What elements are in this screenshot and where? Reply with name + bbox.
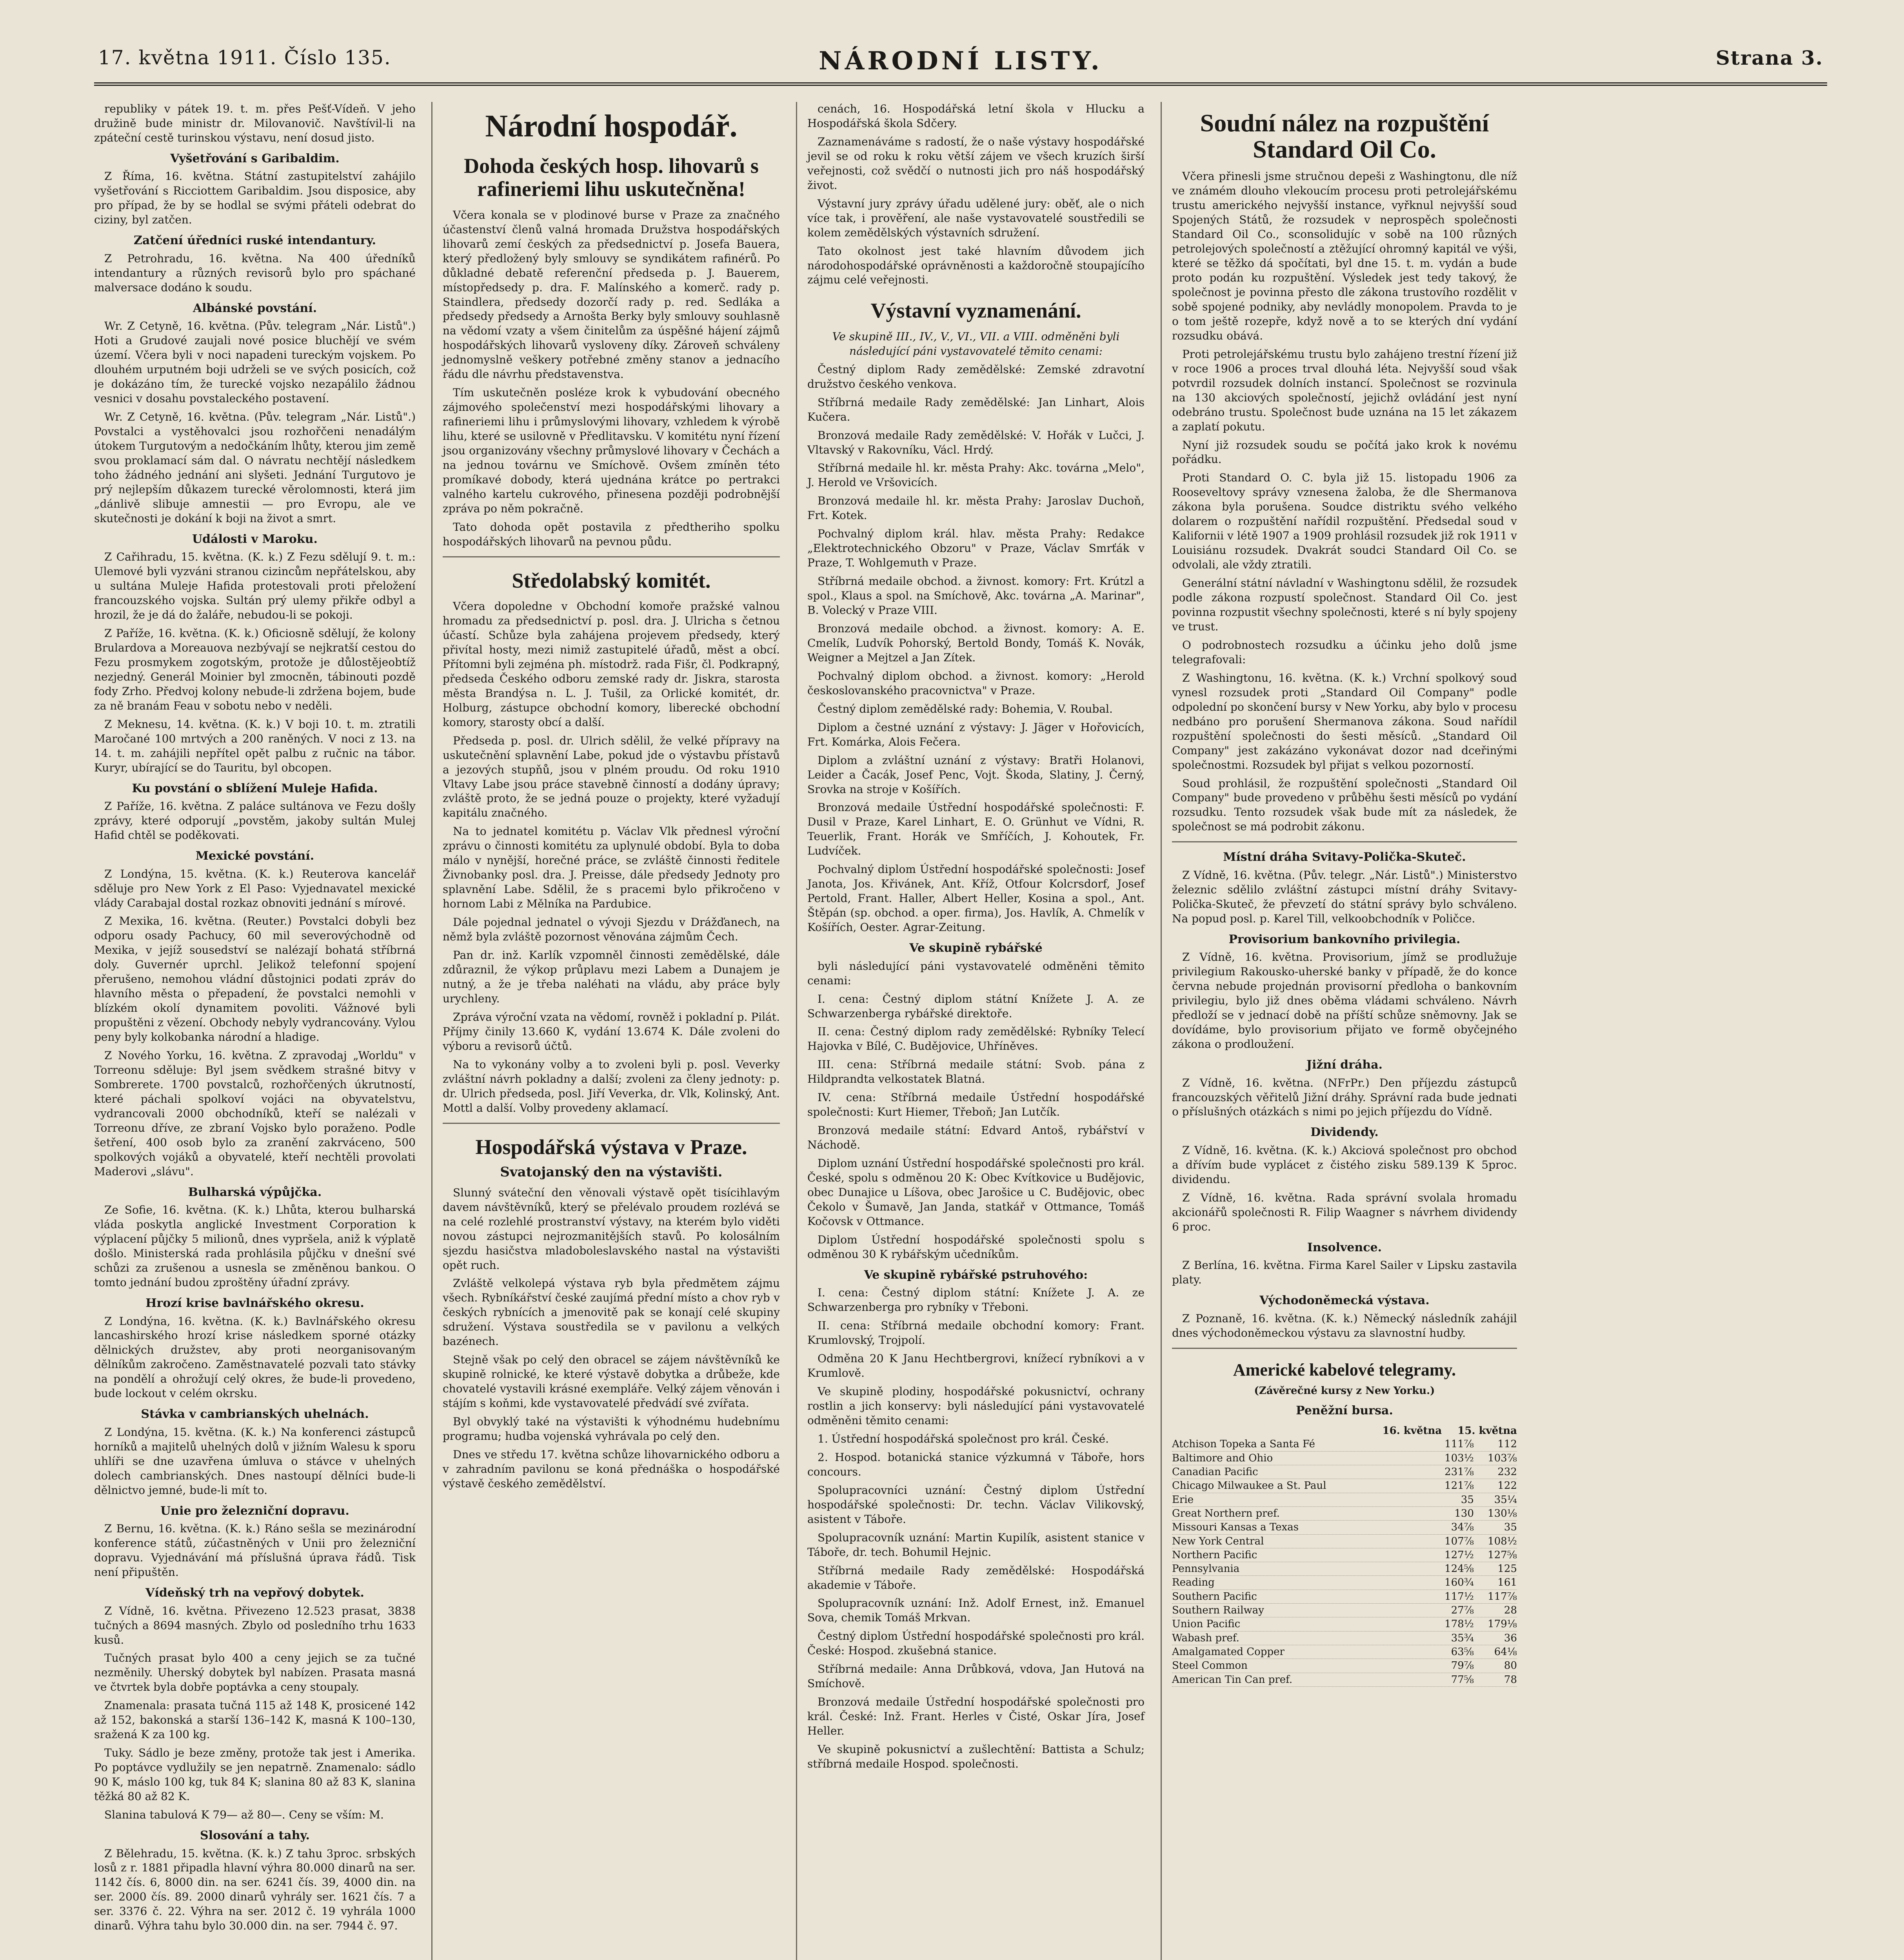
paragraph: I. cena: Čestný diplom státní Knížete J. A. ze Schwarzenberga rybářské direktoře. [807,992,1145,1020]
article-subheading: Místní dráha Svitavy-Polička-Skuteč. [1223,850,1466,864]
paragraph: cenách, 16. Hospodářská letní škola v Hlucku a Hospodářská škola Sdčery. [807,102,1145,130]
paragraph: Předseda p. posl. dr. Ulrich sdělil, že velké přípravy na uskutečnění splavnění Labe, pokud jde o výstavbu přístavů a jezových stupňů, jsou v plném proudu. Od roku 1910 Vltavy Labe jsou práce stavebně činností a dodány úpravy; zvláště proto, že se jedná pouze o projekty, které vyžadují kapitálu značného. [443,734,780,820]
article-body [807,363,1145,935]
article-body [443,208,780,549]
article-subheading: Jižní dráha. [1306,1058,1383,1072]
article-subheading: Ku povstání o sblížení Muleje Hafida. [132,781,378,795]
paragraph: Wr. Z Cetyně, 16. května. (Pův. telegram „Nár. Listů".) Hoti a Grudové zaujali nové posice bluchějí ve svém území. Včera byli v noci napadeni tureckým vojskem. Po dlouhém urputném boji udrželi se ve svých posicích, což je dokázáno tím, že turecké vojsko nezapálilo žádnou vesnici v dosahu povstaleckého postavení. [94,319,416,405]
stock-price-prev: 179⅛ [1488,1618,1517,1630]
stock-rows [1172,1437,1517,1687]
stock-price-prev: 35 [1504,1521,1517,1534]
paragraph: Na to vykonány volby a to zvoleni byli p. posl. Veverky zvláštní návrh pokladny a další; zvoleni za členy jednoty: p. dr. Ulrich předseda, posl. Jiří Veverka, dr. Vlk, Kolinský, Ant. Mottl a další. Volby provedeny aklamací. [443,1058,780,1114]
column-2 [431,102,790,1960]
stock-price-prev: 161 [1497,1577,1517,1589]
columns [94,102,1827,1960]
paragraph: Z Poznaně, 16. května. (K. k.) Německý následník zahájil dnes východoněmeckou výstavu za slavnostní hudby. [1172,1312,1517,1339]
stock-row [1172,1590,1517,1604]
paragraph: Z Mexika, 16. května. (Reuter.) Povstalci dobyli bez odporu osady Pachucy, 60 mil severovýchodně od Mexika, v jejíž sousedství se nalézají bohatá stříbrná doly. Guvernér uprchl. Jelikož telefonní spojení přerušeno, nemohou vládní důstojnici podati zpráv do hlavního města o přepadení, že povstalci nemohli v blízkém okolí dynamitem povoliti. Vážnové byli propuštěni z vězení. Obchody nebyly vydrancovány. Vylou peny byly kolkobanka národní a hladige. [94,915,416,1044]
column-1 [94,102,426,1960]
article-subheading: Svatojanský den na výstavišti. [500,1164,723,1180]
stock-row [1172,1632,1517,1645]
stock-price-prev: 232 [1497,1466,1517,1478]
stock-price-prev: 103⅞ [1488,1452,1517,1464]
stock-row [1172,1604,1517,1617]
stock-row [1172,1548,1517,1562]
paragraph: Proti petrolejářskému trustu bylo zahájeno trestní řízení již v roce 1906 a proces trval dlouhá léta. Nejvyšší soud však potvrdil rozsudek dolních instancí. Společnost se rozvinula na 130 akciových společností, jejichž ovládání jest nyní odebráno trustu. Společnost bude uznána na 15 let zákazem a zaplatí pokutu. [1172,347,1517,433]
stock-row [1172,1645,1517,1659]
paragraph: I. cena: Čestný diplom státní: Knížete J. A. ze Schwarzenberga pro rybníky v Třeboni. [807,1286,1145,1314]
paragraph: III. cena: Stříbrná medaile státní: Svob. pána z Hildprandta velkostatek Blatná. [807,1058,1145,1086]
article-subheading: Bulharská výpůjčka. [188,1185,322,1199]
article-subheading: Hrozí krise bavlnářského okresu. [145,1296,364,1310]
paragraph: 2. Hospod. botanická stanice výzkumná v Táboře, hors concours. [807,1450,1145,1478]
stock-row [1172,1479,1517,1493]
stock-price-today: 231⅞ [1444,1466,1474,1478]
paragraph: Včera přinesli jsme stručnou depeši z Washingtonu, dle níž ve známém dlouho vlekoucím procesu proti petrolejářskému trustu amerického nejvyšší instance, vyřknul nejvyšší soud Spojených Států, že rozsudek v neprospěch společnosti Standard Oil Co., sconsolidujíc v sobě na 100 různých petrolejových společností a ztěžující ohromný kapitál ve výši, které se těžko dá spočítati, byl dne 15. t. m. vydán a bude proto podán ku rozpuštění. Výsledek jest tedy takový, že společnost je povinna přesto dle zákona trustovího rozdělit v sobě spojené podniky, aby nevládly monopolem. Pravda to je o tom ještě rozepře, když nově a to se kterých dní vydání rozsudku obává. [1172,170,1517,342]
stock-col-2: 15. května [1457,1425,1517,1437]
paragraph: Wr. Z Cetyně, 16. května. (Pův. telegram „Nár. Listů".) Povstalci a vystěhovalci jsou rozhořčeni nenadálým útokem Turgutovým a nedočkáním lhůty, kterou jim země svou proklamací sám dal. O návratu nechtějí následkem toho žádného jednání ani slyšeti. Jednání Turgutovo je prý nejlepším důkazem turecké věrolomnosti, která jim „dánlivě slibuje amnestii — pro Evropu, ale ve skutečnosti je dokání k boji na život a smrt. [94,410,416,525]
column-3 [796,102,1155,1960]
stock-name: Canadian Pacific [1172,1466,1258,1478]
article-body [807,1286,1145,1771]
stock-row [1172,1521,1517,1534]
paragraph: Stříbrná medaile Rady zemědělské: Jan Linhart, Alois Kučera. [807,396,1145,423]
section-title: Národní hospodář. [485,109,738,143]
stock-price-today: 127½ [1444,1549,1474,1561]
divider [443,1123,780,1124]
paragraph: Z Vídně, 16. května. (NFrPr.) Den příjezdu zástupců francouzských věřitelů Jižní dráhy. Správní rada bude jednati o příslušných otázkách s nimi po jejich příjezdu do Vídně. [1172,1076,1517,1118]
divider [1172,841,1517,842]
paragraph: Generální státní návladní v Washingtonu sdělil, že rozsudek podle zákona rozpustí společnost. Standard Oil Co. jest povinna rozpustit všechny společnosti, které s ní byly spojeny ve trust. [1172,577,1517,633]
article-subheading: Ve skupině rybářské [909,941,1043,955]
article-heading: Středolabský komitét. [512,568,711,592]
stock-table [1172,1424,1517,1687]
paragraph: Tím uskutečněn posléze krok k vybudování obecného zájmového společenství mezi hospodářskými lihovary a rafineriemi lihu i průmyslovými lihovary, vzhledem k výrobě lihu, které se usilovně v Předlitavsku. V komitétu nyní řízení jsou organizovány všechny průmyslové lihovary v Čechách a na jednou továrnu ve Smíchově. Ovšem zmíněn této promíkavé dobody, která ujednána krátce po pertrakci valného kartelu cukrového, přinesena později podrobnější zpráva po něm pokračně. [443,386,780,515]
stock-price-today: 107⅞ [1444,1535,1474,1547]
paragraph: Dnes ve středu 17. května schůze lihovarnického odboru a v zahradním pavilonu se koná přednáška o hospodářské výstavě českého zemědělství. [443,1448,780,1490]
stock-name: Wabash pref. [1172,1632,1239,1644]
stock-row [1172,1535,1517,1548]
stock-price-prev: 125 [1497,1563,1517,1575]
paragraph: Na to jednatel komitétu p. Václav Vlk přednesl výroční zprávu o činnosti komitétu za uplynulé období. Byla to doba málo v nynější, horečné práce, se zvláště činnosti ředitele Živnobanky posl. dra. J. Preisse, dále předsedy Jednoty pro splavnění Labe. Sdělil, že s pracemi bylo přikročeno v hornom Labi z Mělníka na Pardubice. [443,825,780,911]
stock-price-prev: 117⅞ [1488,1590,1517,1602]
stock-row [1172,1507,1517,1521]
stock-price-today: 63⅝ [1451,1646,1474,1658]
article-body [807,959,1145,1262]
paragraph: Z Paříže, 16. května. Z paláce sultánova ve Fezu došly zprávy, které odporují „povstěm, jakoby sultán Mulej Hafid chtěl se poděkovati. [94,800,416,842]
paragraph: Z Cařihradu, 15. května. (K. k.) Z Fezu sdělují 9. t. m.: Ulemové byli vyzváni stranou cizincům nepřátelskou, aby u sultána Muleje Hafida protestovali proti přeložení francouzského vojska. Sultán prý ulemy přikře odbyl a hrozil, že je dá do žaláře, nebudou-li se pokoji. [94,550,416,622]
stock-price-today: 35 [1461,1494,1474,1506]
stock-name: Atchison Topeka a Santa Fé [1172,1438,1315,1450]
stock-price-prev: 80 [1504,1660,1517,1672]
stock-price-today: 124⅝ [1444,1563,1474,1575]
stock-row [1172,1562,1517,1576]
paragraph: Spolupracovník uznání: Inž. Adolf Ernest, inž. Emanuel Sova, chemik Tomáš Mrkvan. [807,1597,1145,1624]
paragraph: Slunný sváteční den věnovali výstavě opět tisícihlavým davem návštěvníků, který se přelévalo proudem rozlévá se na celé rozlehlé prostranství výstavy, na kterém bylo viděti novou zástupci nejrozmanitějších stavů. Po kolosálním sjezdu hasičstva mladoboleslavského nastal na výstavišti opět ruch. [443,1186,780,1272]
paragraph: II. cena: Čestný diplom rady zemědělské: Rybníky Telecí Hajovka v Bílé, C. Budějovice, Uhříněves. [807,1025,1145,1053]
paragraph: Stříbrná medaile: Anna Drůbková, vdova, Jan Hutová na Smíchově. [807,1662,1145,1690]
paragraph: Tučných prasat bylo 400 a ceny jejich se za tučné nezměnily. Uherský dobytek byl nabízen. Prasata masná ve čtvrtek byla dobře poptávka a ceny stoupaly. [94,1651,416,1694]
paragraph: Z Vídně, 16. května. Přivezeno 12.523 prasat, 3838 tučných a 8694 masných. Zbylo od posledního trhu 1633 kusů. [94,1604,416,1646]
stock-name: Southern Railway [1172,1604,1264,1617]
stock-price-today: 34⅞ [1451,1521,1474,1534]
paragraph: Z Vídně, 16. května. Rada správní svolala hromadu akcionářů společnosti R. Filip Waagner s návrhem dividendy 6 proc. [1172,1191,1517,1233]
stock-row [1172,1576,1517,1590]
paragraph: Ve skupině pokusnictví a zušlechtění: Battista a Schulz; stříbrná medaile Hospod. společnosti. [807,1743,1145,1770]
paragraph: Z Nového Yorku, 16. května. Z zpravodaj „Worldu" v Torreonu sděluje: Byl jsem svědkem strašné bitvy v Sombrerete. 1700 povstalců, rozhořčených úkrutností, které páchali spolkoví vojáci na obyvatelstvu, vydrancovali 2000 obchodníků, kteří se nalézali v Torreonu dříve, ze zbraní Vojsko bylo poraženo. Podle šetření, 400 osob bylo za zranění zakrváceno, 500 spolkových vojáků a obyvatelé, kteří nechtěli provolati Maderovi „slávu". [94,1049,416,1178]
stock-price-today: 160¾ [1444,1577,1474,1589]
paragraph: IV. cena: Stříbrná medaile Ústřední hospodářské společnosti: Kurt Hiemer, Třeboň; Jan Lutčík. [807,1091,1145,1119]
article-body [1172,169,1517,834]
divider [1172,1348,1517,1349]
paragraph: Pochvalný diplom Ústřední hospodářské společnosti: Josef Janota, Jos. Křivánek, Ant. Kříž, Otfour Kolcrsdorf, Josef Pertold, Frant. Haller, Albert Heller, Kosina a spol., Ant. Štěpán (sp. obchod. a oper. firma), Jos. Havlík, A. Chmelík v Košířích, Oester. Agrar-Zeitung. [807,863,1145,934]
article-heading: Americké kabelové telegramy. [1233,1360,1456,1379]
stock-name: Union Pacific [1172,1618,1241,1630]
paragraph: Bronzová medaile hl. kr. města Prahy: Jaroslav Duchoň, Frt. Kotek. [807,494,1145,522]
stock-price-prev: 127⅝ [1488,1549,1517,1561]
stock-name: Great Northern pref. [1172,1507,1280,1519]
stock-row [1172,1437,1517,1451]
stock-name: Baltimore and Ohio [1172,1452,1273,1464]
paragraph: Z Meknesu, 14. května. (K. k.) V boji 10. t. m. ztratili Maročané 100 mrtvých a 200 raněných. V noci z 13. na 14. t. m. zahájili nepřítel opět palbu z ručnic na tábor. Kuryr, ubírající se do Tauritu, byl obcopen. [94,717,416,774]
article-heading: Hospodářská výstava v Praze. [475,1135,747,1159]
stock-name: Missouri Kansas a Texas [1172,1521,1299,1534]
stock-price-today: 27⅞ [1451,1604,1474,1617]
paragraph: Čestný diplom Ústřední hospodářské společnosti pro král. České: Hospod. zkušebná stanice. [807,1630,1145,1657]
paragraph: Ze Sofie, 16. května. (K. k.) Lhůta, kterou bulharská vláda poskytla anglické Investment Corporation k výplacení půjčky 5 milionů, dnes vypršela, aniž k výplatě došlo. Ministerská rada prohlásila půjčku v dnešní své schůzi za zrušenou a usnesla se změněnou bankou. O tomto jednání budou zproštěny úřadní zprávy. [94,1203,416,1289]
paragraph: Bronzová medaile Ústřední hospodářské společnosti: F. Dusil v Praze, Karel Linhart, E. O. Grünhut ve Vídni, R. Teuerlik, Frant. Horák ve Smříčích, J. Kohoutek, Fr. Ludvíček. [807,801,1145,858]
paragraph: Z Bělehradu, 15. května. (K. k.) Z tahu 3proc. srbských losů z r. 1881 připadla hlavní výhra 80.000 dinarů na ser. 1142 čís. 6, 8000 din. na ser. 6241 čís. 39, 4000 din. na ser. 2000 čís. 89. 2000 dinarů vyhrály ser. 1621 čís. 7 a ser. 3376 č. 22. Výhra na ser. 2012 č. 19 vyhrála 1000 dinarů. Výhra tahu bylo 30.000 din. na ser. 7944 č. 97. [94,1847,416,1933]
paragraph: Stříbrná medaile hl. kr. města Prahy: Akc. továrna „Melo", J. Herold ve Vršovicích. [807,461,1145,489]
stock-name: New York Central [1172,1535,1264,1547]
stock-price-prev: 108½ [1488,1535,1517,1547]
paragraph: Z Washingtonu, 16. května. (K. k.) Vrchní spolkový soud vynesl rozsudek proti „Standard Oil Company" podle odpolední po skončení bursy v New Yorku, aby bylo v procesu nedbáno pro porušení Shermanova zákona. Soud nařídil rozpuštění společnosti do šesti měsíců. „Standard Oil Company" jest zakázáno vykonávat dozor nad dceřinými společnostmi. Rozsudek byl přijat s velkou pozorností. [1172,671,1517,771]
paragraph: Bronzová medaile státní: Edvard Antoš, rybářství v Náchodě. [807,1124,1145,1152]
stock-price-prev: 122 [1497,1480,1517,1492]
paragraph: Bronzová medaile obchod. a živnost. komory: A. E. Cmelík, Ludvík Pohorský, Bertold Bondy, Tomáš K. Novák, Weigner a Mejtzel a Jan Zítek. [807,622,1145,664]
article-body [443,1186,780,1491]
masthead [94,39,1827,86]
paragraph: Včera dopoledne v Obchodní komoře pražské valnou hromadu za předsednictví p. posl. dra. J. Ulricha s četnou účastí. Schůze byla zahájena projevem předsedy, který přivítal hosty, mezi nimiž zastupitelé úřadů, měst a obcí. Přítomni byli zejména ph. místodrž. rada Fišr, čl. Podkrapný, předseda Českého odboru zemské rady dr. Jiskra, starosta města Brandýsa n. L. J. Tušil, za Orlické komitét, dr. Holburg, zástupce obchodní komory, liberecké obchodní komory, starosty obcí a další. [443,600,780,729]
newspaper-title: NÁRODNÍ LISTY. [819,46,1103,76]
paragraph: Z Londýna, 15. května. (K. k.) Reuterova kancelář sděluje pro New York z El Paso: Vyjednavatel mexické vlády Carabajal dostal rozkaz obnoviti jednání s mírové. [94,867,416,909]
paragraph: Proti Standard O. C. byla již 15. listopadu 1906 za Rooseveltovy správy vznesena žaloba, že dle Shermanova zákona byla porušena. Soudce distriktu svého velkého dolarem o rozpuštění nařídil rozpuštění. Předsedal soud v Kalifornii v létě 1907 a 1909 prohlásil rozsudek již rok 1911 v Louisiánu rozsudek. Dvakrát soudci Standard Oil Co. se odvolali, ale vždy ztratili. [1172,471,1517,572]
stock-name: Reading [1172,1577,1215,1589]
paragraph: byli následující páni vystavovatelé odměněni těmito cenami: [807,959,1145,987]
stock-price-today: 121⅞ [1444,1480,1474,1492]
stock-row [1172,1452,1517,1465]
article-subheading: Stávka v cambrianských uhelnách. [141,1407,369,1421]
stock-price-today: 35¾ [1451,1632,1474,1644]
paragraph: Spolupracovník uznání: Martin Kupilík, asistent stanice v Táboře, dr. tech. Bohumil Hejnic. [807,1531,1145,1559]
paragraph: Včera konala se v plodinové burse v Praze za značného účastenství členů valná hromada Družstva hospodářských lihovarů zemí českých za předsednictví p. Josefa Bauera, který předložený byly smlouvy se syndikátem rafinérů. Po důkladné debatě referenční předseda p. J. Bauerem, místopředsedy p. dra. F. Malínského a komerč. rady p. Staindlera, předsedy dozorčí rady p. red. Sedláka a předsedy předsedy a Arnošta Berky byly smlouvy souhlasně na vědomí vzaty a všem činitelům za úspěšné hájení zájmů hospodářských lihovarů vysloveny díky. Zároveň schváleny jednomyslně veškery potřebné změny stanov a jednacího řádu dle návrhu představenstva. [443,208,780,381]
article-subheading: Insolvence. [1307,1240,1382,1254]
stock-row [1172,1617,1517,1631]
article-heading: Dohoda českých hosp. lihovarů s rafineriemi lihu uskutečněna! [464,154,759,201]
stock-price-prev: 36 [1504,1632,1517,1644]
paragraph: Stříbrná medaile Rady zemědělské: Hospodářská akademie v Táboře. [807,1564,1145,1592]
stock-price-today: 117½ [1444,1590,1474,1602]
stock-price-today: 103½ [1444,1452,1474,1464]
paragraph: Pochvalný diplom obchod. a živnost. komory: „Herold českoslovanského pracovnictva" v Praze. [807,669,1145,697]
article-subheading: Východoněmecká výstava. [1259,1294,1430,1308]
stock-header [1172,1424,1517,1437]
paragraph: Spolupracovníci uznání: Čestný diplom Ústřední hospodářské společnosti: Dr. techn. Václav Vilikovský, asistent v Táboře. [807,1483,1145,1526]
paragraph: Bronzová medaile Rady zemědělské: V. Hořák v Lučci, J. Vltavský v Rakovníku, Václ. Hrdý. [807,428,1145,456]
article-subheading: (Závěrečné kursy z New Yorku.) [1254,1385,1435,1397]
divider [443,556,780,557]
article-heading: Výstavní vyznamenání. [870,299,1081,323]
stock-price-today: 178½ [1444,1618,1474,1630]
article-subheading: Provisorium bankovního privilegia. [1228,932,1461,946]
stock-row [1172,1465,1517,1479]
paragraph: Tato dohoda opět postavila z předtheriho spolku hospodářských lihovarů na pevnou půdu. [443,520,780,548]
paragraph: Z Londýna, 15. května. (K. k.) Na konferenci zástupců horníků a majitelů uhelných dolů v jižním Walesu k sporu uhlíři se dne uzavřena úmluva o stávce v uhelných dolech cambrianských. Dnes nastoupí dělníci bude-li dělnictvo jemné, bude-li mít to. [94,1425,416,1497]
stock-price-prev: 35¼ [1494,1494,1517,1506]
stock-price-prev: 28 [1504,1604,1517,1617]
stock-price-today: 77⅝ [1451,1673,1474,1686]
paragraph: Stříbrná medaile obchod. a živnost. komory: Frt. Krútzl a spol., Klaus a spol. na Smíchově, Akc. továrna „A. Marinar", B. Volecký v Praze VIII. [807,575,1145,617]
stock-row [1172,1493,1517,1507]
article-lead: Ve skupině III., IV., V., VI., VII. a VIII. odměněni byli následující páni vystavovatelé těmito cenami: [832,330,1120,358]
issue-date: 17. května 1911. Číslo 135. [98,46,391,69]
paragraph: 1. Ústřední hospodářská společnost pro král. České. [818,1432,1109,1445]
stock-name: Northern Pacific [1172,1549,1257,1561]
paragraph: Diplom a zvláštní uznání z výstavy: Bratři Holanovi, Leider a Čacák, Josef Penc, Vojt. Škoda, Slatiny, J. Černý, Srovka na stroje v Košířích. [807,753,1145,796]
paragraph: Z Paříže, 16. května. (K. k.) Oficiosně sdělují, že kolony Brulardova a Moreauova nezbývají se nejkratší cestou do Fezu prosmykem zogotským, protože je důlostějeobtíž nezjedný. Generál Moinier byl zmocněn, tábinouti pozdě fody Zrho. Předvoj kolony nebude-li zdržena bojem, bude za ně branám Feau v sobotu nebo v neděli. [94,627,416,712]
article-subheading: Unie pro železniční dopravu. [160,1504,349,1518]
paragraph: Z Vídně, 16. května. (K. k.) Akciová společnost pro obchod a dřívím bude vyplácet z čistého zisku 589.139 K 5proc. dividendu. [1172,1144,1517,1186]
paragraph: Z Londýna, 16. května. (K. k.) Bavlnářského okresu lancashirského hrozí krise následkem sporné otázky dělnických družstev, aby proti neorganisovaným dělníkům zakročeno. Zaměstnavatelé pozvali tato stávky na pondělí a ohrožují celý okres, že bude-li provedeno, bude lockout v celém okrsku. [94,1314,416,1400]
article-subheading: Události v Maroku. [192,532,318,546]
paragraph: Byl obvyklý také na výstavišti k výhodnému hudebnímu programu; hudba vojenská vyhrávala po celý den. [443,1415,780,1443]
paragraph: Ve skupině plodiny, hospodářské pokusnictví, ochrany rostlin a jich konservy: byli následující páni vystavovatelé odměněni těmito cenami: [807,1385,1145,1427]
paragraph: Diplom Ústřední hospodářské společnosti spolu s odměnou 30 K rybářským učedníkům. [807,1233,1145,1261]
stock-price-prev: 112 [1497,1438,1517,1450]
page-number: Strana 3. [1715,46,1823,69]
stock-name: Erie [1172,1494,1194,1506]
stock-row [1172,1673,1517,1687]
stock-name: Pennsylvania [1172,1563,1240,1575]
paragraph: Z Petrohradu, 16. května. Na 400 úředníků intendantury a různých revisorů bylo pro spáchané malversace dodáno k soudu. [94,252,416,294]
paragraph: Z Berlína, 16. května. Firma Karel Sailer v Lipsku zastavila platy. [1172,1259,1517,1287]
stock-name: Southern Pacific [1172,1590,1257,1602]
paragraph: Stejně však po celý den obracel se zájem návštěvníků ke skupině rolnické, ke které výstavě dobytka a drůbeže, kde chovatelé vystavili krásné exempláře. Velký zájem věnován i stájím s koňmi, kde vystavovatelé předvádí své zvířata. [443,1353,780,1410]
article-body [443,599,780,1115]
article-subheading: Vyšetřování s Garibaldim. [170,151,340,165]
paragraph: Slanina tabulová K 79— až 80—. Ceny se vším: M. [104,1808,384,1821]
stock-price-today: 130 [1454,1507,1474,1519]
paragraph: Odměna 20 K Janu Hechtbergrovi, knížecí rybníkovi a v Krumlově. [807,1352,1145,1380]
article-subheading: Slosování a tahy. [200,1828,310,1842]
paragraph: republiky v pátek 19. t. m. přes Pešť-Vídeň. V jeho družině bude ministr dr. Milovanovič. Navštívil-li na zpáteční cestě turinskou výstavu, není dosud jisto. [94,102,416,144]
paragraph: Z Bernu, 16. května. (K. k.) Ráno sešla se mezinárodní konference států, zúčastněných v Unii pro železniční dopravu. Vyjednávání má příslušná úprava řádů. Tisk není připuštěn. [94,1522,416,1579]
paragraph: Z Vídně, 16. května. Provisorium, jímž se prodlužuje privilegium Rakousko-uherské banky v případě, že do konce června nebude projednán provisorní předloha o bankovním privilegiu, bylo již dnes oběma vládami schváleno. Návrh předloží se v jednací době na příští schůze sněmovny. Jak se dovídáme, bylo provisorium přijato ve formě obyčejného zákona o prodloužení. [1172,951,1517,1051]
paragraph: Z Říma, 16. května. Státní zastupitelství zahájilo vyšetřování s Ricciottem Garibaldim. Jsou disposice, aby pro případ, že by se hodlal se svými přáteli odebrat do ciziny, byl zatčen. [94,170,416,227]
article-body [807,102,1145,287]
paragraph: Diplom a čestné uznání z výstavy: J. Jäger v Hořovicích, Frt. Komárka, Alois Fečera. [807,720,1145,748]
stock-row [1172,1659,1517,1673]
paragraph: Diplom uznání Ústřední hospodářské společnosti pro král. České, spolu s odměnou 20 K: Obec Kvítkovice u Budějovic, obec Dunajice u Líšova, obec Jarošice u C. Budějovic, obec Čekolo v Šumavě, Jan Janda, statkář v Ottmance, Tomáš Kočovsk v Ottmance. [807,1157,1145,1228]
column-4 [1161,102,1527,1960]
article-subheading: Albánské povstání. [193,301,317,315]
paragraph: Dále pojednal jednatel o vývoji Sjezdu v Drážďanech, na němž byla zvláště pozornost věnována zájmům Čech. [443,916,780,944]
paragraph: Zpráva výroční vzata na vědomí, rovněž i pokladní p. Pilát. Příjmy činily 13.660 K, vydání 13.674 K. Dále zvoleni do výboru a revisorů účtů. [443,1010,780,1053]
paragraph: II. cena: Stříbrná medaile obchodní komory: Frant. Krumlovský, Trojpolí. [807,1319,1145,1347]
article-subheading: Zatčení úředníci ruské intendantury. [133,234,376,248]
stock-name: Steel Common [1172,1660,1248,1672]
paragraph: Z Vídně, 16. května. (Pův. telegr. „Nár. Listů".) Ministerstvo železnic sdělilo zvláštní zástupci místní dráhy Svitavy-Polička-Skuteč, že převzetí do státní správy bylo schváleno. Na popud posl. p. Karel Till, velkoobchodník v Poličce. [1172,868,1517,925]
paragraph: O podrobnostech rozsudku a účinku jeho dolů jsme telegrafovali: [1172,638,1517,666]
article-subheading: Vídeňský trh na vepřový dobytek. [145,1586,364,1600]
paragraph: Výstavní jury zprávy úřadu udělené jury: oběť, ale o nich více tak, i prověření, ale naše vystavovatelé soustředili se kolem zemědělských výstavních sdružení. [807,197,1145,239]
paragraph: Tuky. Sádlo je beze změny, protože tak jest i Amerika. Po poptávce vydlužily se jen nepatrně. Znamenalo: sádlo 90 K, máslo 100 kg, tuk 84 K; slanina 80 až 83 K, slanina těžká 80 až 82 K. [94,1746,416,1803]
paragraph: Zaznamenáváme s radostí, že o naše výstavy hospodářské jevil se od roku k roku větší zájem ve všech kruzích širší veřejnosti, což svědčí o nutnosti jich pro náš hospodářský život. [807,135,1145,192]
stock-price-today: 111⅞ [1444,1438,1474,1450]
stock-name: Amalgamated Copper [1172,1646,1284,1658]
stock-price-prev: 64⅛ [1494,1646,1517,1658]
paragraph: Čestný diplom zemědělské rady: Bohemia, V. Roubal. [818,702,1113,715]
paragraph: Nyní již rozsudek soudu se počítá jako krok k novému pořádku. [1172,438,1517,466]
paragraph: Pochvalný diplom král. hlav. města Prahy: Redakce „Elektrotechnického Obzoru" v Praze, Václav Smrťák v Praze, T. Wohlgemuth v Praze. [807,527,1145,570]
paragraph: Tato okolnost jest také hlavním důvodem jich národohospodářské oprávněnosti a každoročně stoupajícího zájmu celé veřejnosti. [807,244,1145,287]
stock-name: American Tin Can pref. [1172,1673,1293,1686]
stock-price-today: 79⅞ [1451,1660,1474,1672]
stock-name: Chicago Milwaukee a St. Paul [1172,1480,1326,1492]
paragraph: Zvláště velkolepá výstava ryb byla předmětem zájmu všech. Rybníkářství české zaujímá přední místo a chov ryb v českých rybnících a jmenovitě pak se konají celé skupiny sdružení. Výstava soustředila se v pavilonu a velkých bazénech. [443,1277,780,1348]
article-subheading: Dividendy. [1310,1125,1379,1140]
paragraph: Čestný diplom Rady zemědělské: Zemské zdravotní družstvo českého venkova. [807,363,1145,390]
stock-price-prev: 78 [1504,1673,1517,1686]
paragraph: Bronzová medaile Ústřední hospodářské společnosti pro král. České: Inž. Frant. Herles v Čisté, Oskar Jíra, Josef Heller. [807,1695,1145,1738]
paragraph: Soud prohlásil, že rozpuštění společnosti „Standard Oil Company" bude provedeno v průběhu šesti měsíců po vydání rozsudku. Tento rozsudek však bude mít za následek, že společnost se má podrobit zákonu. [1172,777,1517,833]
article-heading: Soudní nález na rozpuštění Standard Oil Co. [1200,109,1489,163]
paragraph: Pan dr. inž. Karlík vzpomněl činnosti zemědělské, dále zdůraznil, že výkop průplavu mezi Labem a Dunajem je nutný, a že je třeba naléhati na vládu, aby práce byly urychleny. [443,949,780,1005]
stock-heading: Peněžní bursa. [1296,1404,1393,1418]
stock-col-1: 16. května [1382,1425,1442,1437]
paragraph: Znamenala: prasata tučná 115 až 148 K, prosicené 142 až 152, bakonská a starší 136–142 K, masná K 100–130, sražená K za 100 kg. [94,1699,416,1741]
article-subheading: Ve skupině rybářské pstruhového: [864,1268,1088,1282]
article-subheading: Mexické povstání. [195,849,314,863]
stock-price-prev: 130⅛ [1488,1507,1517,1519]
